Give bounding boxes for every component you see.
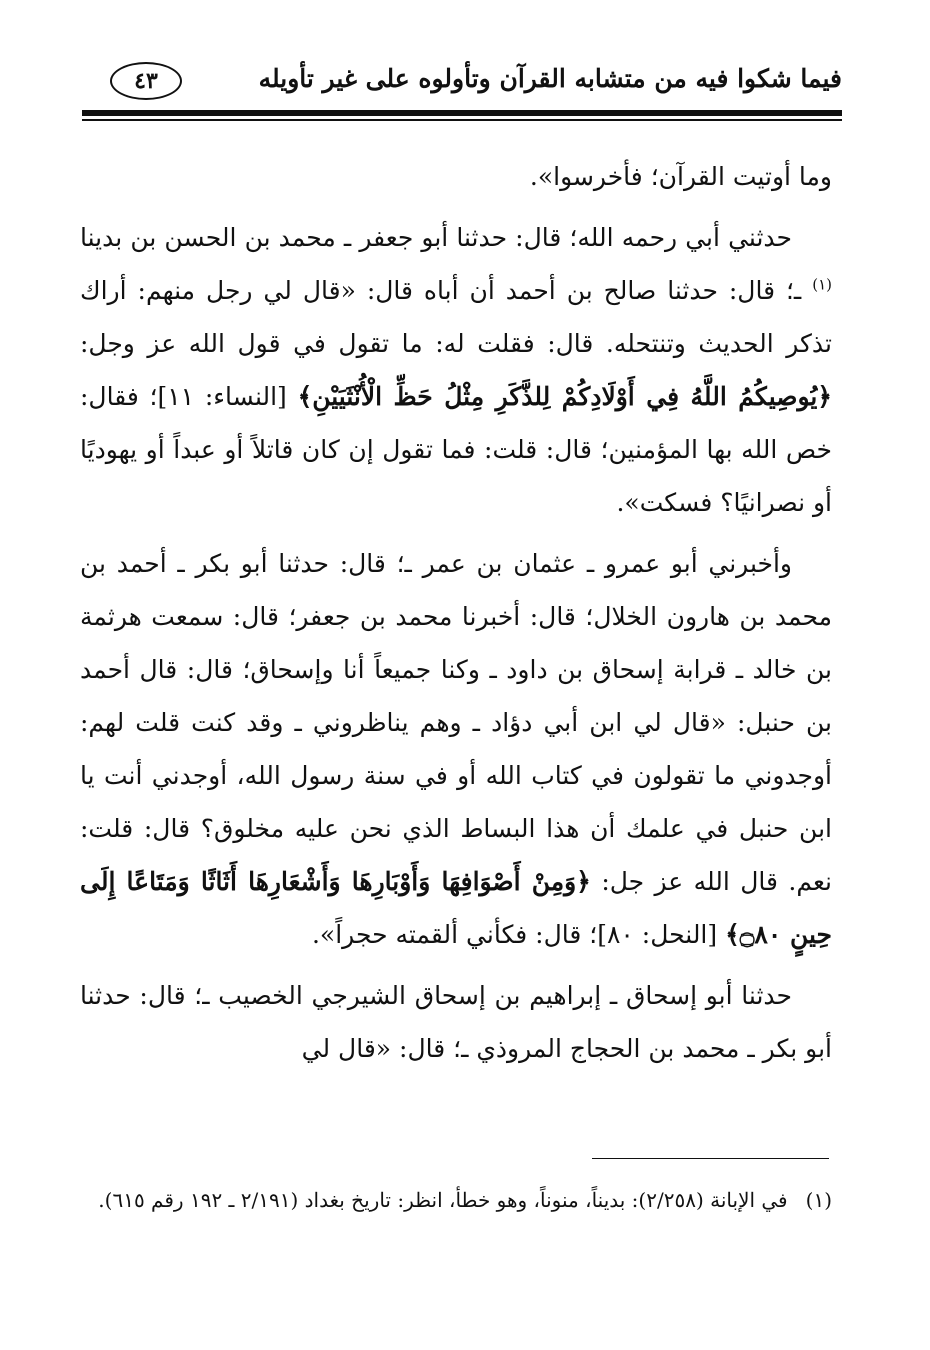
footnote-text: في الإبانة (٢/٢٥٨): بديناً، منوناً، وهو خطأ، انظر: تاريخ بغداد (٢/١٩١ ـ ١٩٢ رقم ٦١٥). (98, 1188, 788, 1212)
page-header (82, 54, 842, 104)
header-rule-thin (82, 119, 842, 121)
footnote-reference[interactable]: (١) (812, 275, 832, 294)
paragraph-1: وما أوتيت القرآن؛ فأخرسوا». (529, 162, 832, 191)
paragraph-4: حدثنا أبو إسحاق ـ إبراهيم بن إسحاق الشيرجي الخصيب ـ؛ قال: حدثنا أبو بكر ـ محمد بن الحجاج المروذي ـ؛ قال: «قال لي (80, 981, 832, 1063)
quran-verse: ﴿وَمِنْ أَصْوَافِهَا وَأَوْبَارِهَا وَأَشْعَارِهَا أَثَاثًا وَمَتَاعًا إِلَى حِينٍ ۝٨٠﴾ (80, 867, 832, 949)
paragraph-2: حدثني أبي رحمه الله؛ قال: حدثنا أبو جعفر ـ محمد بن الحسن بن بدينا $^{(١)}$ ـ؛ قال: حدثنا صالح بن أحمد أن أباه قال: «قال لي رجل منهم: أراك تذكر الحديث وتنتحله. قال: فقلت له: ما تقول في قول الله عز وجل: ﴿يُوصِيكُمُ اللَّهُ فِي أَوْلَادِكُمْ لِلذَّكَرِ مِثْلُ حَظِّ الْأُنْثَيَيْنِ﴾ [النساء: ١١]؛ فقال: خص الله بها المؤمنين؛ قال: قلت: فما تقول إن كان قاتلاً أو عبداً أو يهوديًا أو نصرانيًا؟ فسكت». (80, 223, 832, 517)
page-number-badge: ٤٣ (110, 62, 182, 100)
running-title: فيما شكوا فيه من متشابه القرآن وتأولوه على غير تأويله (258, 64, 842, 93)
footnote (80, 1182, 832, 1218)
footnote-separator (592, 1158, 829, 1159)
quran-verse: ﴿يُوصِيكُمُ اللَّهُ فِي أَوْلَادِكُمْ لِلذَّكَرِ مِثْلُ حَظِّ الْأُنْثَيَيْنِ﴾ (297, 382, 832, 411)
paragraph-3: وأخبرني أبو عمرو ـ عثمان بن عمر ـ؛ قال: حدثنا أبو بكر ـ أحمد بن محمد بن هارون الخلال؛ قال: أخبرنا محمد بن جعفر؛ قال: سمعت هرثمة بن خالد ـ قرابة إسحاق بن داود ـ وكنا جميعاً أنا وإسحاق؛ قال: قال أحمد بن حنبل: «قال لي ابن أبي دؤاد ـ وهم يناظروني ـ وقد كنت قلت لهم: أوجدوني ما تقولون في كتاب الله أو في سنة رسول الله، أوجدني أنت يا ابن حنبل في علمك أن هذا البساط الذي نحن عليه مخلوق؟ قال: قلت: نعم. قال الله عز جل: ﴿وَمِنْ أَصْوَافِهَا وَأَوْبَارِهَا وَأَشْعَارِهَا أَثَاثًا وَمَتَاعًا إِلَى حِينٍ ۝٨٠﴾ [النحل: ٨٠]؛ قال: فكأني ألقمته حجراً». (80, 549, 832, 949)
header-rule-thick (82, 110, 842, 116)
footnote-number: (١) (805, 1188, 832, 1212)
main-text (80, 150, 832, 1083)
